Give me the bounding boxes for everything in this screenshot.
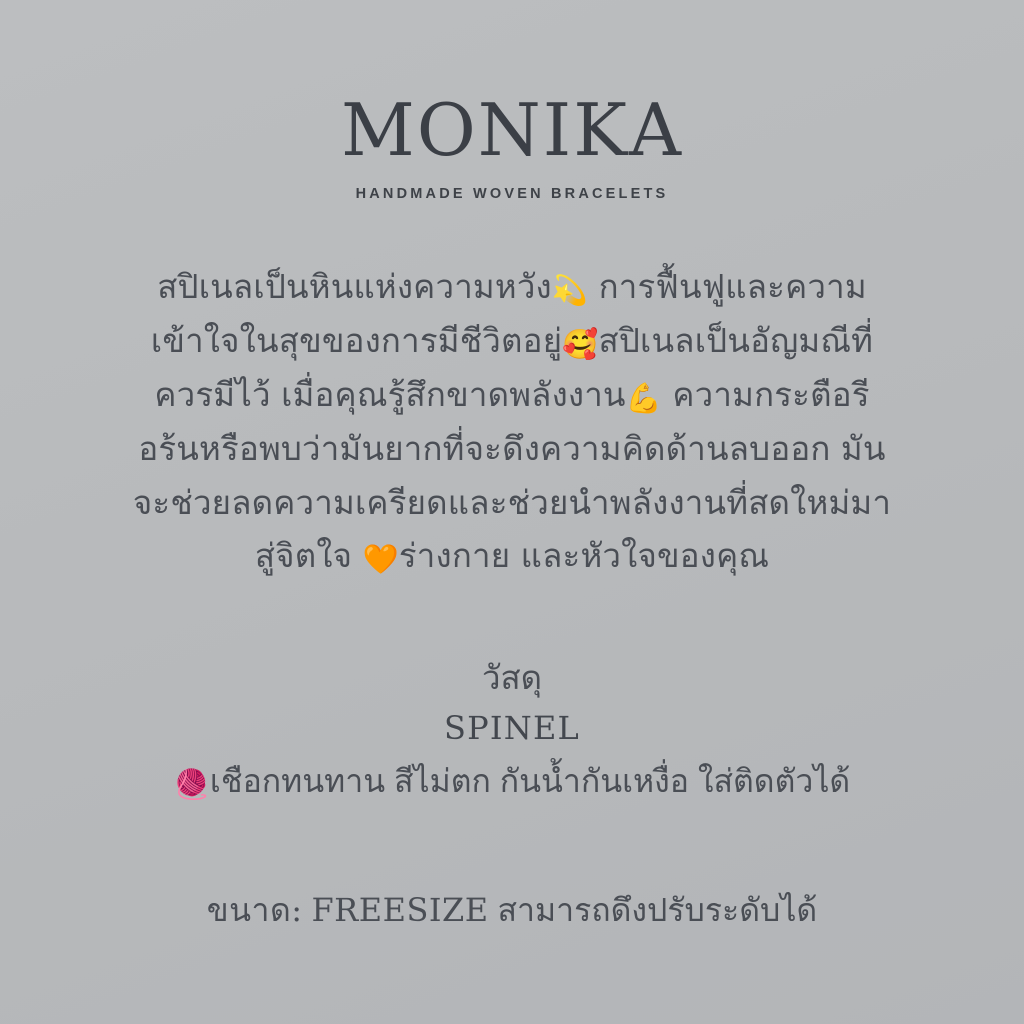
brand-name-part-1: MONI [341,88,574,172]
product-description [132,260,892,583]
material-block [122,653,902,806]
size-value: FREESIZE [311,890,489,929]
material-note-text: เชือกทนทาน สีไม่ตก กันน้ำกันเหงื่อ ใส่ติดตัวได้ [209,763,851,800]
description-line-3: สปิเนลเป็นอัญมณีที่ควรมีไว้ เมื่อคุณรู้สึกขาดพลังงาน [154,322,874,414]
material-value: SPINEL [444,708,580,747]
yarn-emoji-icon: 🧶 [173,767,210,802]
brand-name-part-3: A [629,88,683,172]
size-block [207,885,817,936]
brand-name-part-2: K [573,88,629,172]
brand-block [0,88,1024,203]
size-label: ขนาด: [206,890,303,929]
material-label: วัสดุ [481,659,543,697]
sparkle-emoji-icon: 💫 [551,273,589,308]
description-line-5: ร่างกาย และหัวใจของคุณ [398,537,770,575]
size-note: สามารถดึงปรับระดับได้ [497,891,818,928]
orange-heart-emoji-icon: 🧡 [362,542,399,577]
description-line-2: การฟื้นฟูและความเข้าใจในสุขของการมีชีวิตอยู่ [150,268,867,360]
smiling-face-with-hearts-emoji-icon: 🥰 [562,327,599,362]
description-line-1: สปิเนลเป็นหินแห่งความหวัง [157,268,552,306]
brand-tagline: HANDMADE WOVEN BRACELETS [355,186,669,203]
description-line-4: ความกระตือรีอร้นหรือพบว่ามันยากที่จะดึงความคิดด้านลบออก มันจะช่วยลดความเครียดและช่วยนำพลังงานที่สดใหม่มาสู่จิตใจ [132,376,892,575]
brand-name [0,88,1024,172]
flexed-biceps-emoji-icon: 💪 [625,381,663,416]
material-note [122,757,902,807]
